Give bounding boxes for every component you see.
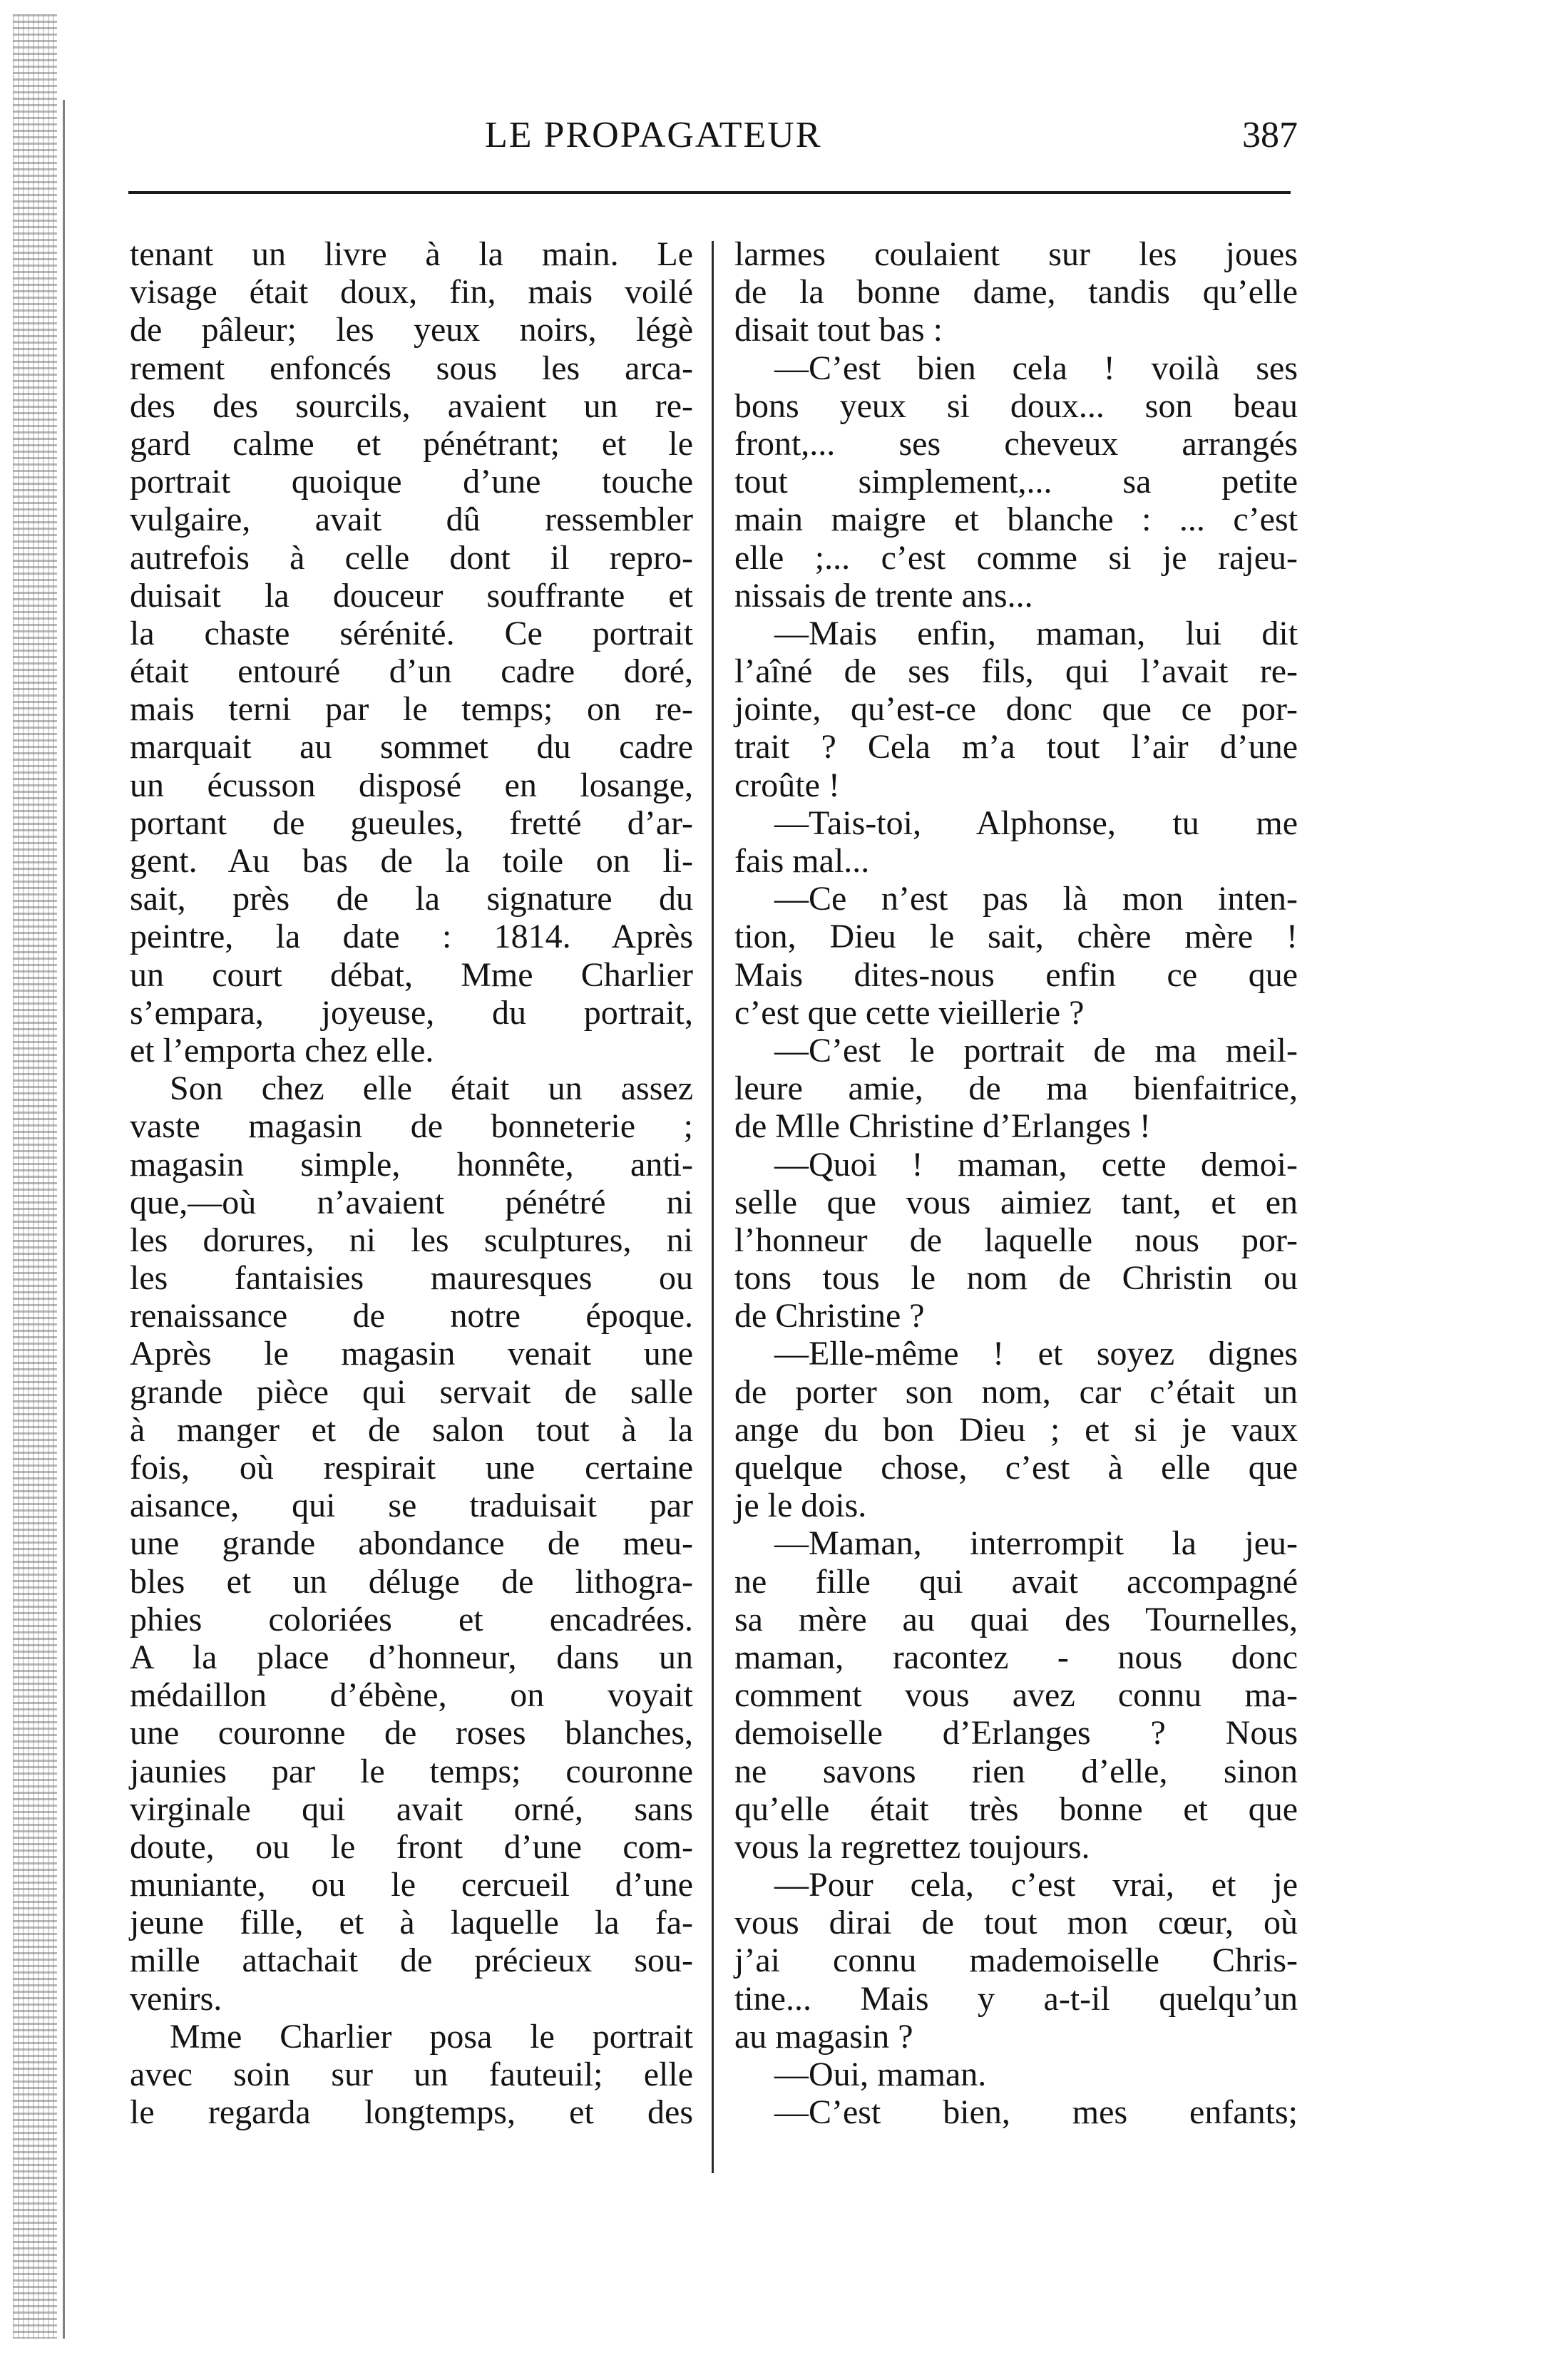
text-line: fois, où respirait une certaine xyxy=(130,1449,693,1487)
text-line: de pâleur; les yeux noirs, légè xyxy=(130,311,693,349)
text-line: une grande abondance de meu- xyxy=(130,1524,693,1563)
text-line: selle que vous aimiez tant, et en xyxy=(734,1183,1298,1221)
text-line: ne savons rien d’elle, sinon xyxy=(734,1752,1298,1790)
text-line: nissais de trente ans... xyxy=(734,576,1033,615)
text-line: marquait au sommet du cadre xyxy=(130,728,693,766)
text-line: —C’est bien cela ! voilà ses xyxy=(774,349,1298,387)
column-divider xyxy=(712,241,714,2173)
text-line: jeune fille, et à laquelle la fa- xyxy=(130,1904,693,1942)
text-line: tons tous le nom de Christin ou xyxy=(734,1259,1298,1298)
text-line: le regarda longtemps, et des xyxy=(130,2093,693,2132)
text-line: les fantaisies mauresques ou xyxy=(130,1259,693,1298)
text-line: avec soin sur un fauteuil; elle xyxy=(130,2056,693,2093)
text-line: un court débat, Mme Charlier xyxy=(130,955,693,994)
text-line: —C’est le portrait de ma meil- xyxy=(774,1031,1298,1069)
text-line: gard calme et pénétrant; et le xyxy=(130,424,693,463)
text-line: qu’elle était très bonne et que xyxy=(734,1790,1298,1828)
page-header xyxy=(128,114,1298,171)
text-line: des des sourcils, avaient un re- xyxy=(130,386,693,425)
text-line: je le dois. xyxy=(734,1487,867,1525)
text-line: leure amie, de ma bienfaitrice, xyxy=(734,1069,1298,1108)
running-title: LE PROPAGATEUR xyxy=(485,115,822,155)
text-line: bons yeux si doux... son beau xyxy=(734,386,1298,425)
text-line: de Mlle Christine d’Erlanges ! xyxy=(734,1107,1151,1146)
text-line: médaillon d’ébène, on voyait xyxy=(130,1676,693,1715)
text-line: tine... Mais y a-t-il quelqu’un xyxy=(734,1979,1298,2018)
text-line: mille attachait de précieux sou- xyxy=(130,1941,693,1980)
text-line: tenant un livre à la main. Le xyxy=(130,235,693,273)
text-line: jaunies par le temps; couronne xyxy=(130,1752,693,1790)
left-column xyxy=(130,235,693,2131)
text-line: vous la regrettez toujours. xyxy=(734,1827,1090,1866)
text-line: comment vous avez connu ma- xyxy=(734,1676,1298,1715)
text-line: portrait quoique d’une touche xyxy=(130,463,693,501)
text-line: tout simplement,... sa petite xyxy=(734,463,1298,501)
text-line: rement enfoncés sous les arca- xyxy=(130,349,693,387)
text-line: c’est que cette vieillerie ? xyxy=(734,993,1085,1032)
text-line: —Pour cela, c’est vrai, et je xyxy=(774,1866,1298,1904)
text-line: magasin simple, honnête, anti- xyxy=(130,1145,693,1184)
text-line: les dorures, ni les sculptures, ni xyxy=(130,1221,693,1259)
text-line: ange du bon Dieu ; et si je vaux xyxy=(734,1410,1298,1449)
text-line: visage était doux, fin, mais voilé xyxy=(130,273,693,312)
text-line: Après le magasin venait une xyxy=(130,1335,693,1373)
text-line: et l’emporta chez elle. xyxy=(130,1031,434,1069)
text-line: tion, Dieu le sait, chère mère ! xyxy=(734,918,1298,956)
text-line: —Mais enfin, maman, lui dit xyxy=(774,614,1298,652)
text-line: phies coloriées et encadrées. xyxy=(130,1600,693,1638)
text-line: larmes coulaient sur les joues xyxy=(734,235,1298,273)
text-line: muniante, ou le cercueil d’une xyxy=(130,1866,693,1904)
text-line: front,... ses cheveux arrangés xyxy=(734,424,1298,463)
text-line: elle ;... c’est comme si je rajeu- xyxy=(734,538,1298,577)
text-line: de porter son nom, car c’était un xyxy=(734,1373,1298,1411)
text-line: vulgaire, avait dû ressembler xyxy=(130,501,693,539)
text-line: l’aîné de ses fils, qui l’avait re- xyxy=(734,652,1298,691)
text-line: —Elle-même ! et soyez dignes xyxy=(774,1335,1298,1373)
text-line: peintre, la date : 1814. Après xyxy=(130,918,693,956)
text-line: trait ? Cela m’a tout l’air d’une xyxy=(734,728,1298,766)
text-line: vous dirai de tout mon cœur, où xyxy=(734,1904,1298,1942)
text-line: aisance, qui se traduisait par xyxy=(130,1487,693,1525)
text-line: la chaste sérénité. Ce portrait xyxy=(130,614,693,652)
text-line: de la bonne dame, tandis qu’elle xyxy=(734,273,1298,312)
text-line: grande pièce qui servait de salle xyxy=(130,1373,693,1411)
page-number: 387 xyxy=(1242,115,1298,155)
text-line: Mais dites-nous enfin ce que xyxy=(734,955,1298,994)
text-line: virginale qui avait orné, sans xyxy=(130,1790,693,1828)
text-line: à manger et de salon tout à la xyxy=(130,1410,693,1449)
text-line: ne fille qui avait accompagné xyxy=(734,1562,1298,1601)
header-rule xyxy=(128,191,1291,194)
text-line: Mme Charlier posa le portrait xyxy=(170,2017,693,2056)
text-line: autrefois à celle dont il repro- xyxy=(130,538,693,577)
text-line: s’empara, joyeuse, du portrait, xyxy=(130,993,693,1032)
text-line: croûte ! xyxy=(734,766,840,804)
binding-edge xyxy=(13,14,57,2339)
text-line: doute, ou le front d’une com- xyxy=(130,1827,693,1866)
text-line: —Maman, interrompit la jeu- xyxy=(774,1524,1298,1563)
text-line: quelque chose, c’est à elle que xyxy=(734,1449,1298,1487)
text-line: main maigre et blanche : ... c’est xyxy=(734,501,1298,539)
text-line: une couronne de roses blanches, xyxy=(130,1714,693,1753)
text-line: un écusson disposé en losange, xyxy=(130,766,693,804)
text-line: disait tout bas : xyxy=(734,311,943,349)
text-line: que,—où n’avaient pénétré ni xyxy=(130,1183,693,1221)
text-line: fais mal... xyxy=(734,842,870,880)
text-line: maman, racontez - nous donc xyxy=(734,1638,1298,1676)
right-column xyxy=(734,235,1298,2131)
text-line: sa mère au quai des Tournelles, xyxy=(734,1600,1298,1638)
text-line: —Ce n’est pas là mon inten- xyxy=(774,880,1298,918)
text-line: —C’est bien, mes enfants; xyxy=(774,2093,1298,2132)
text-line: gent. Au bas de la toile on li- xyxy=(130,842,693,880)
text-line: —Oui, maman. xyxy=(774,2056,987,2093)
text-line: vaste magasin de bonneterie ; xyxy=(130,1107,693,1146)
text-line: duisait la douceur souffrante et xyxy=(130,576,693,615)
text-line: demoiselle d’Erlanges ? Nous xyxy=(734,1714,1298,1753)
text-line: bles et un déluge de lithogra- xyxy=(130,1562,693,1601)
text-line: Son chez elle était un assez xyxy=(170,1069,693,1108)
text-line: —Tais-toi, Alphonse, tu me xyxy=(774,804,1298,842)
text-line: au magasin ? xyxy=(734,2017,913,2056)
text-line: portant de gueules, fretté d’ar- xyxy=(130,804,693,842)
text-line: mais terni par le temps; on re- xyxy=(130,690,693,729)
text-line: —Quoi ! maman, cette demoi- xyxy=(774,1145,1298,1184)
text-line: sait, près de la signature du xyxy=(130,880,693,918)
binding-rule xyxy=(63,100,65,2339)
text-line: l’honneur de laquelle nous por- xyxy=(734,1221,1298,1259)
text-line: A la place d’honneur, dans un xyxy=(130,1638,693,1676)
text-line: de Christine ? xyxy=(734,1297,925,1335)
text-line: j’ai connu mademoiselle Chris- xyxy=(734,1941,1298,1980)
text-line: renaissance de notre époque. xyxy=(130,1297,693,1335)
text-line: était entouré d’un cadre doré, xyxy=(130,652,693,691)
text-line: venirs. xyxy=(130,1979,222,2018)
text-line: jointe, qu’est-ce donc que ce por- xyxy=(734,690,1298,729)
